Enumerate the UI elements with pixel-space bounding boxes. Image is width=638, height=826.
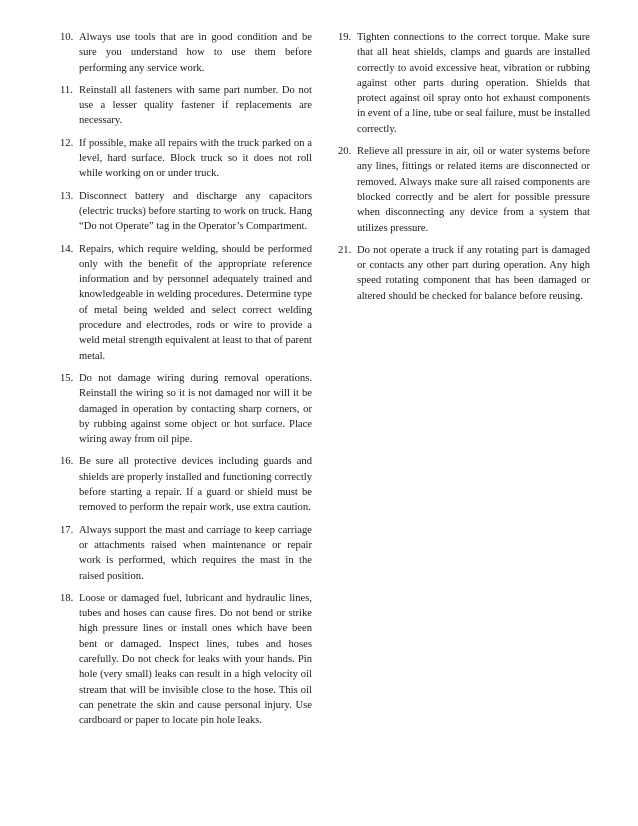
list-item (60, 83, 312, 129)
item-text: Disconnect battery and discharge any capacitors (electric trucks) before starting to work on truck. Hang “Do not Operate” tag in the Operator’s Compartment. (79, 190, 312, 233)
list-item (60, 454, 312, 515)
item-text: Always support the mast and carriage to keep carriage or attachments raised when maintenance or repair work is performed, which requires the mast in the raised position. (79, 524, 312, 582)
list-item (60, 371, 312, 447)
item-text: Repairs, which require welding, should be performed only with the benefit of the appropriate reference information and by personnel adequately trained and knowledgeable in welding procedures. Determine type of metal being welded and select correct welding procedure and electrodes, rods or wire to provide a weld metal strength equivalent at least to that of parent metal. (79, 243, 312, 362)
list-item (60, 30, 312, 76)
list-item (60, 242, 312, 364)
list-item (338, 30, 590, 137)
item-number: 14. (60, 243, 74, 255)
item-text: Loose or damaged fuel, lubricant and hydraulic lines, tubes and hoses can cause fires. Do not bend or strike high pressure lines or install ones which have been bent or damaged. Inspect lines, tubes and hoses carefully. Do not check for leaks with your hands. Pin hole (very small) leaks can result in a high velocity oil stream that will be invisible close to the hose. This oil can penetrate the skin and cause personal injury. Use cardboard or paper to locate pin hole leaks. (79, 592, 312, 727)
item-text: If possible, make all repairs with the truck parked on a level, hard surface. Block truck so it does not roll while working on or under truck. (79, 137, 312, 180)
item-number: 18. (60, 592, 74, 604)
right-column (338, 30, 590, 311)
item-number: 19. (338, 32, 352, 43)
item-text: Reinstall all fasteners with same part number. Do not use a lesser quality fastener if replacements are necessary. (79, 84, 312, 127)
list-item (60, 591, 312, 729)
item-number: 17. (60, 524, 74, 536)
item-text: Do not damage wiring during removal operations. Reinstall the wiring so it is not damaged nor will it be damaged in operation by contacting sharp corners, or by rubbing against some object or hot surface. Place wiring away from oil pipe. (79, 372, 312, 446)
list-item (60, 136, 312, 182)
list-item (60, 523, 312, 584)
item-number: 15. (60, 372, 74, 384)
item-text: Do not operate a truck if any rotating part is damaged or contacts any other part during operation. Any high speed rotating component that has been damaged or altered should be checked for balance before reusing. (357, 244, 590, 302)
safety-list-right (338, 30, 590, 304)
item-text: Always use tools that are in good condition and be sure you understand how to use them before performing any service work. (79, 32, 312, 74)
item-text: Be sure all protective devices including guards and shields are properly installed and functioning correctly before starting a repair. If a guard or shield must be removed to perform the repair work, use extra caution. (79, 456, 312, 514)
left-column (60, 30, 312, 735)
item-number: 10. (60, 32, 74, 43)
item-number: 21. (338, 244, 352, 256)
item-text: Tighten connections to the correct torque. Make sure that all heat shields, clamps and guards are installed correctly to avoid excessive heat, vibration or rubbing against other parts during operation. Shields that protect against oil spray onto hot exhaust components in event of a line, tube or seal failure, must be installed correctly. (357, 32, 590, 135)
item-text: Relieve all pressure in air, oil or water systems before any lines, fittings or related items are disconnected or removed. Always make sure all raised components are blocked correctly and be alert for possible pressure when disconnecting any device from a system that utilizes pressure. (357, 146, 590, 234)
item-number: 13. (60, 190, 74, 202)
safety-list-left (60, 30, 312, 728)
item-number: 20. (338, 146, 352, 158)
item-number: 12. (60, 137, 74, 149)
list-item (338, 243, 590, 304)
item-number: 11. (60, 84, 73, 96)
list-item (338, 144, 590, 236)
item-number: 16. (60, 456, 74, 468)
list-item (60, 189, 312, 235)
